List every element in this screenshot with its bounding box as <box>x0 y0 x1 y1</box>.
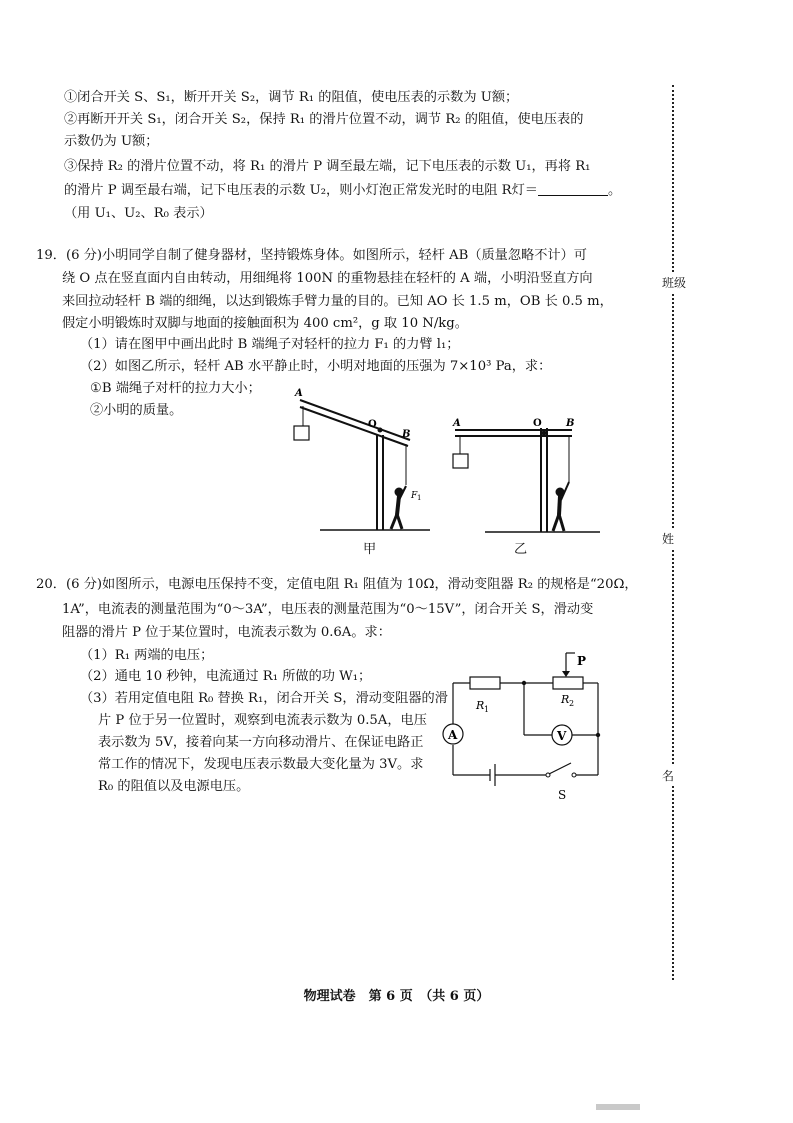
svg-text:B: B <box>402 429 411 440</box>
svg-text:1: 1 <box>417 494 422 502</box>
svg-text:R: R <box>561 693 570 706</box>
svg-text:O: O <box>368 419 377 430</box>
side-label-surname: 姓 <box>662 528 674 549</box>
svg-text:A: A <box>448 728 458 742</box>
q20-sub-3-cont3: 常工作的情况下，发现电压表示数最大变化量为 3V。求 <box>98 757 424 772</box>
q20-stem-1: 20．(6 分)如图所示，电源电压保持不变，定值电阻 R₁ 阻值为 10Ω，滑动变阻器 R₂ 的规格是“20Ω， <box>36 577 638 592</box>
svg-text:F: F <box>411 491 418 501</box>
svg-text:B: B <box>566 418 575 429</box>
answer-blank[interactable] <box>538 181 608 196</box>
page-footer: 物理试卷 第 6 页 （共 6 页） <box>303 989 490 1004</box>
svg-text:V: V <box>557 729 567 743</box>
q20-sub-1: （1）R₁ 两端的电压； <box>80 648 214 663</box>
figure-label-yi: 乙 <box>514 542 528 557</box>
q18-step3-text: 的滑片 P 调至最右端，记下电压表的示数 U₂，则小灯泡正常发光时的电阻 R灯＝ <box>64 183 538 198</box>
q19-stem-3: 来回拉动轻杆 B 端的细绳，以达到锻炼手臂力量的目的。已知 AO 长 1.5 m，OB 长 0.5 m， <box>62 294 613 309</box>
q18-step3: ③保持 R₂ 的滑片位置不动，将 R₁ 的滑片 P 调至最左端，记下电压表的示数 U₁，再将 R₁ <box>64 159 591 174</box>
svg-text:P: P <box>577 654 587 668</box>
svg-text:1: 1 <box>484 705 490 714</box>
q18-step3-cont: 的滑片 P 调至最右端，记下电压表的示数 U₂，则小灯泡正常发光时的电阻 R灯＝ 。 <box>64 183 622 198</box>
q20-sub-2: （2）通电 10 秒钟，电流通过 R₁ 所做的功 W₁； <box>80 669 372 684</box>
svg-text:A: A <box>453 418 461 429</box>
circuit-diagram <box>438 645 613 805</box>
q18-step2-cont: 示数仍为 U额； <box>64 134 159 149</box>
q18-step2: ②再断开开关 S₁，闭合开关 S₂，保持 R₁ 的滑片位置不动，调节 R₂ 的阻值，使电压表的 <box>64 112 584 127</box>
q19-sub-2b: ②小明的质量。 <box>90 403 183 418</box>
svg-text:2: 2 <box>569 699 575 708</box>
side-label-name: 名 <box>662 765 674 786</box>
figure-label-jia: 甲 <box>363 542 377 557</box>
q20-sub-3-cont2: 表示数为 5V，接着向某一方向移动滑片、在保证电路正 <box>98 735 424 750</box>
q20-stem-3: 阻器的滑片 P 位于某位置时，电流表示数为 0.6A。求： <box>62 625 391 640</box>
q19-sub-2: （2）如图乙所示，轻杆 AB 水平静止时，小明对地面的压强为 7×10³ Pa，求： <box>80 359 552 374</box>
q19-stem-2: 绕 O 点在竖直面内自由转动，用细绳将 100N 的重物悬挂在轻杆的 A 端，小明沿竖直方向 <box>62 271 593 286</box>
q19-stem-4: 假定小明锻炼时双脚与地面的接触面积为 400 cm²，g 取 10 N/kg。 <box>62 316 468 331</box>
lever-figure-yi <box>450 410 610 555</box>
q19-stem-1: 19．(6 分)小明同学自制了健身器材，坚持锻炼身体。如图所示，轻杆 AB（质量忽略不计）可 <box>36 248 587 263</box>
q20-sub-3: （3）若用定值电阻 R₀ 替换 R₁，闭合开关 S，滑动变阻器的滑 <box>80 691 448 706</box>
q18-step1: ①闭合开关 S、S₁，断开开关 S₂，调节 R₁ 的阻值，使电压表的示数为 U额； <box>64 90 519 105</box>
q20-sub-3-cont1: 片 P 位于另一位置时，观察到电流表示数为 0.5A，电压 <box>98 713 427 728</box>
q19-sub-1: （1）请在图甲中画出此时 B 端绳子对轻杆的拉力 F₁ 的力臂 l₁； <box>80 337 460 352</box>
q19-sub-2a: ①B 端绳子对杆的拉力大小； <box>90 381 261 396</box>
side-label-class: 班级 <box>662 272 686 293</box>
scan-artifact <box>596 1104 640 1110</box>
q20-stem-2: 1A”，电流表的测量范围为“0～3A”，电压表的测量范围为“0～15V”，闭合开关 S，滑动变 <box>62 602 594 617</box>
svg-text:A: A <box>295 388 303 399</box>
svg-text:O: O <box>533 418 542 429</box>
q20-sub-3-cont4: R₀ 的阻值以及电源电压。 <box>98 779 250 794</box>
svg-text:R: R <box>476 699 485 712</box>
q18-step3-note: （用 U₁、U₂、R₀ 表示） <box>64 206 213 221</box>
lever-figure-jia <box>280 380 445 560</box>
svg-text:S: S <box>558 788 567 802</box>
